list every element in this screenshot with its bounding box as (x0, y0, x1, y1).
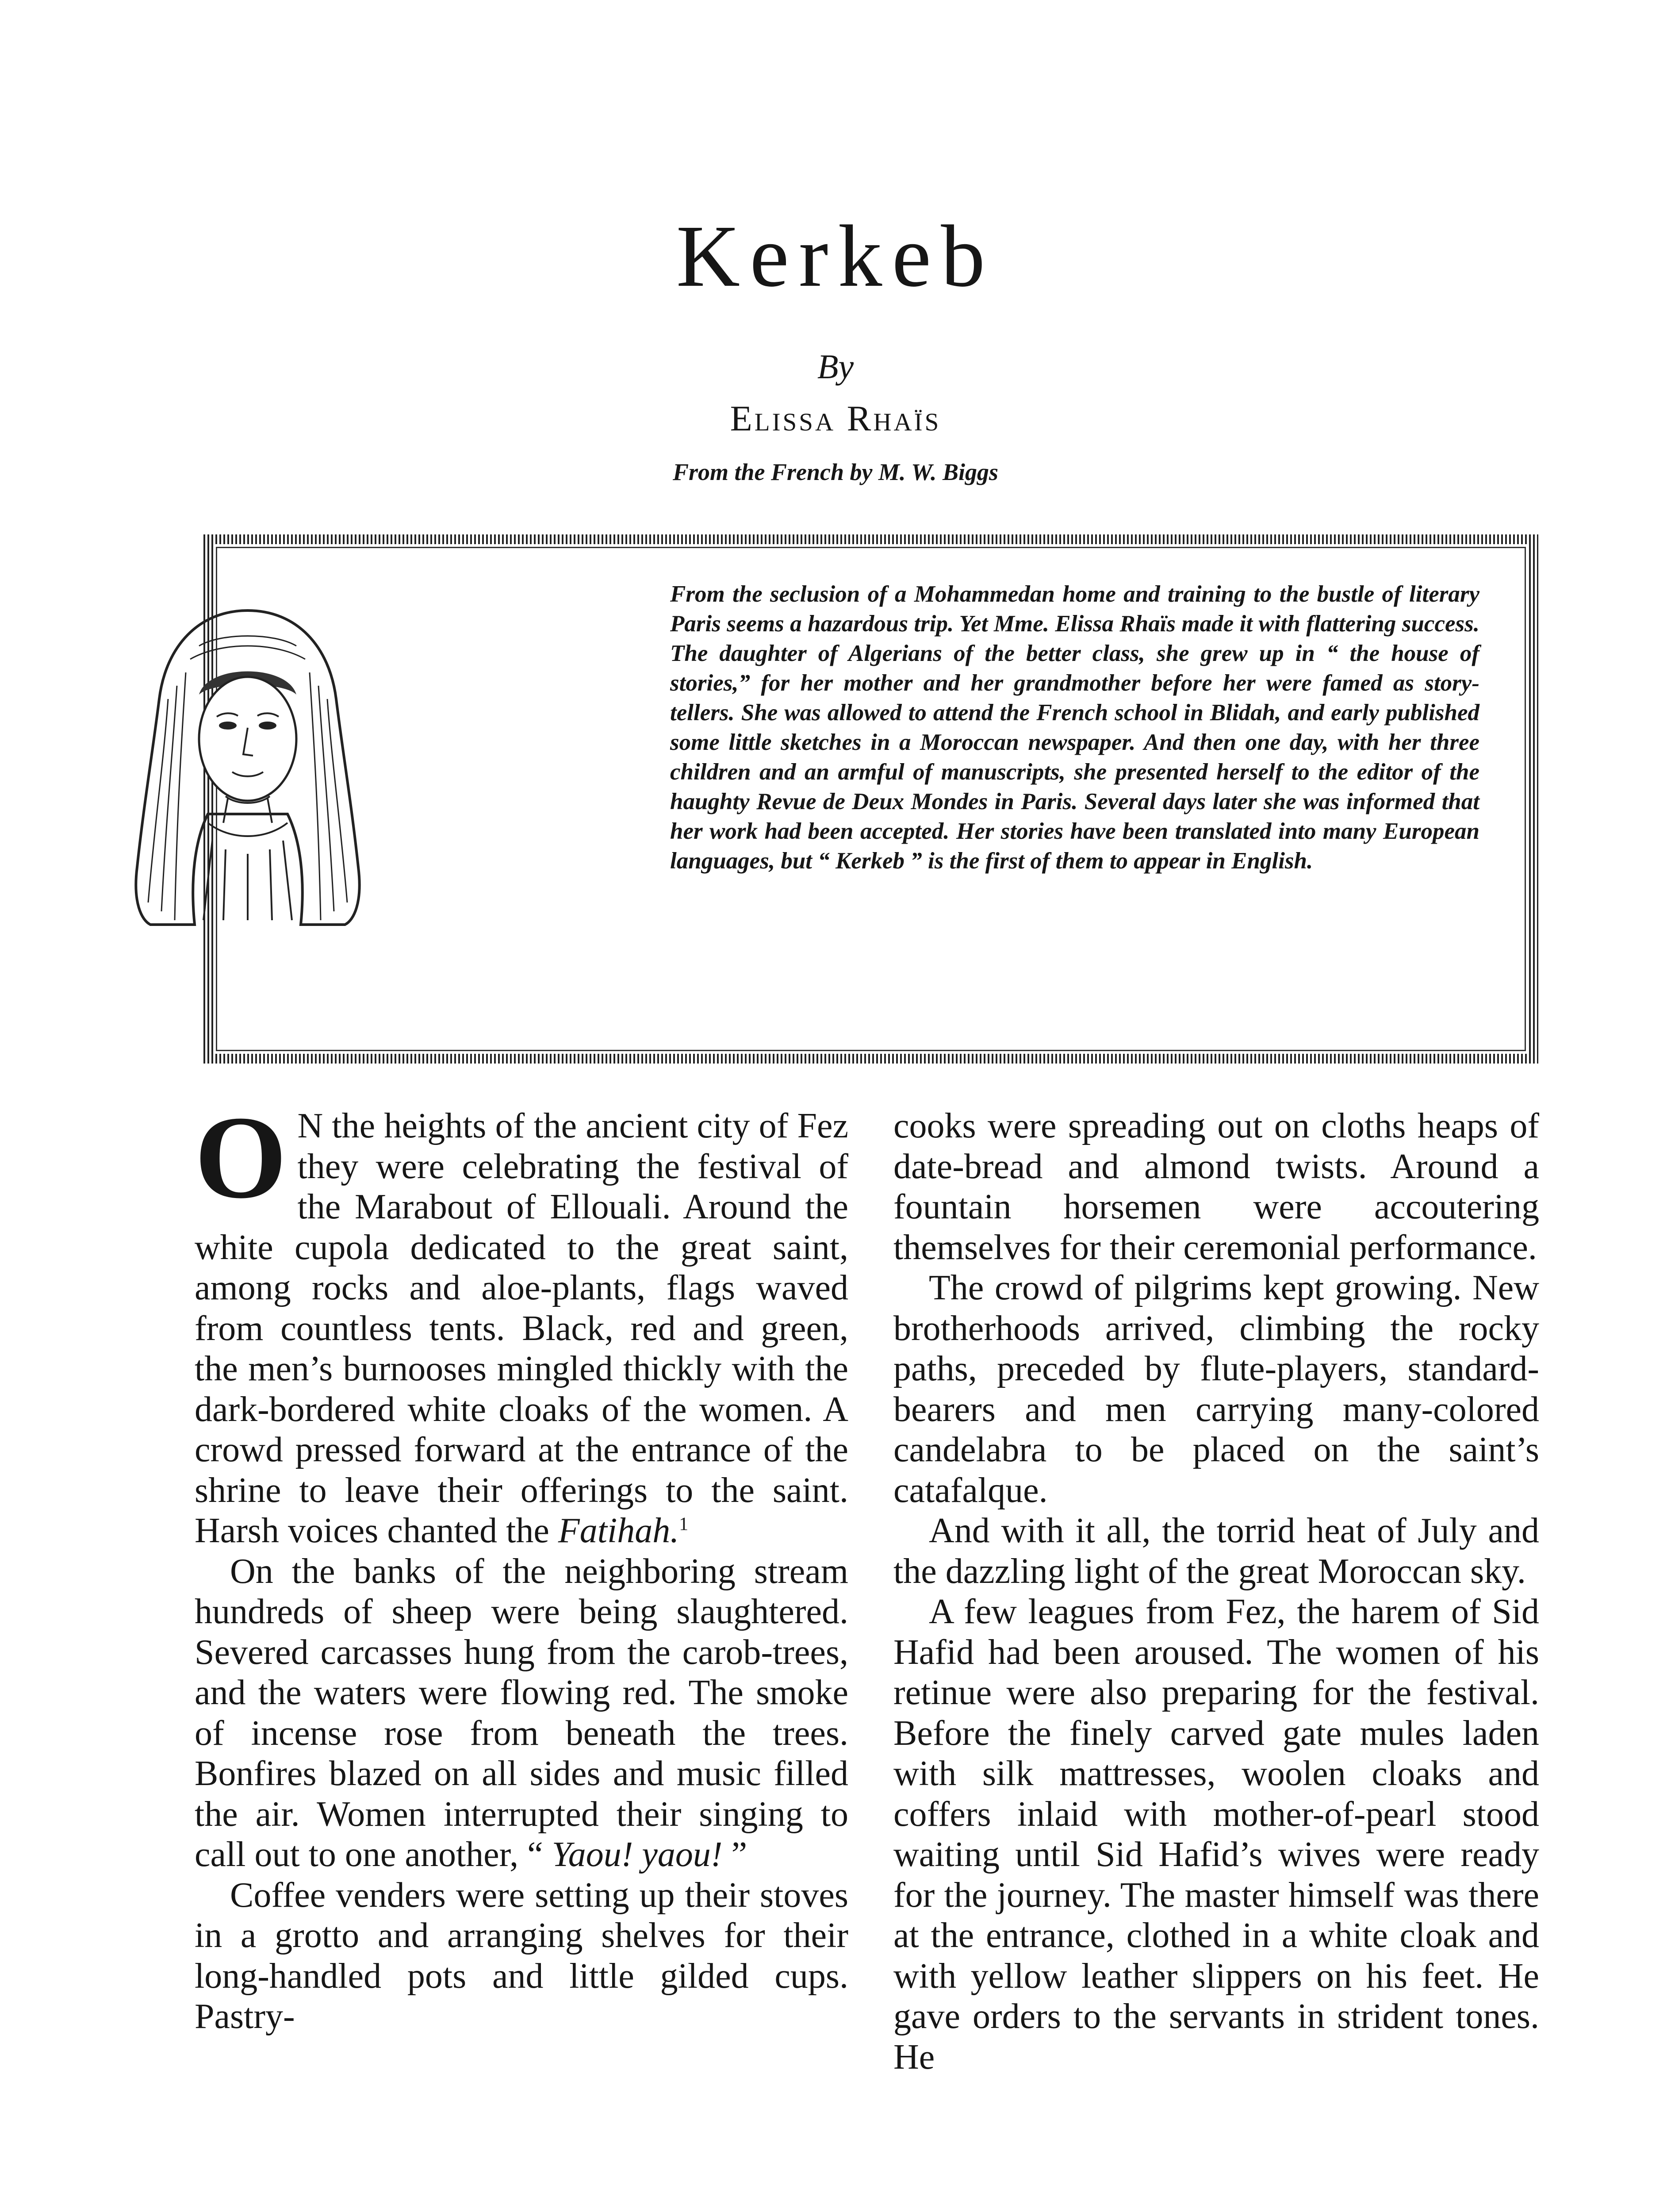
paragraph: cooks were spreading out on cloths heaps of date-bread and almond twists. Around a fountain horsemen were accoutering themselves for their ceremonial performance. (893, 1106, 1539, 1267)
paragraph: Coffee venders were setting up their stoves in a grotto and arranging shelves for their long-handled pots and little gilded cups. Pastry- (195, 1875, 848, 2036)
footnote-ref: 1 (679, 1514, 689, 1535)
paragraph (195, 1551, 848, 1875)
paragraph: And with it all, the torrid heat of July and the dazzling light of the great Moroccan sky. (893, 1511, 1539, 1591)
italic-term: Fatihah. (558, 1511, 679, 1550)
drop-cap: O (195, 1091, 287, 1223)
body-column-left (195, 1091, 848, 2037)
article-title: Kerkeb (676, 207, 995, 305)
paragraph: A few leagues from Fez, the harem of Sid Hafid had been aroused. The women of his retinue were also preparing for the festival. Before the finely carved gate mules laden with silk mattresses, woolen cloaks and coffers inlaid with mother-of-pearl stood waiting until Sid Hafid’s wives were ready for the journey. The master himself was there at the entrance, clothed in a white cloak and with yellow leather slippers on his feet. He gave orders to the servants in strident tones. He (893, 1592, 1539, 2077)
translator-credit: From the French by M. W. Biggs (672, 459, 999, 485)
paragraph (195, 1091, 848, 1551)
italic-quote: Yaou! yaou! (552, 1835, 723, 1874)
quote-close: ” (722, 1835, 747, 1874)
body-column-right (893, 1106, 1539, 2078)
paragraph-text: N the heights of the ancient city of Fez they were celebrating the festival of the Marabout of Ellouali. Around the white cupola dedicated to the great saint, among rocks and aloe-plants, flags waved from countless tents. Black, red and green, the men’s burnooses mingled thickly with the dark-bordered white cloaks of the women. A crowd pressed forward at the entrance of the shrine to leave their offerings to the saint. Harsh voices chanted the (195, 1106, 848, 1550)
author-portrait-illustration (124, 593, 372, 929)
byline: By (817, 347, 854, 386)
intro-paragraph: From the seclusion of a Mohammedan home and training to the bustle of literary Paris seems a hazardous trip. Yet Mme. Elissa Rhaïs made it with flattering success. The daughter of Algerians of the better class, she grew up in “ the house of stories,” for her mother and her grandmother before her were famed as story-tellers. She was allowed to attend the French school in Blidah, and early published some little sketches in a Moroccan newspaper. And then one day, with her three children and an armful of manuscripts, she presented herself to the editor of the haughty Revue de Deux Mondes in Paris. Several days later she was informed that her work had been accepted. Her stories have been translated into many European languages, but “ Kerkeb ” is the first of them to appear in English. (670, 581, 1479, 874)
author-name: Elissa Rhaïs (730, 398, 941, 438)
paragraph: The crowd of pilgrims kept growing. New brotherhoods arrived, climbing the rocky paths, preceded by flute-players, standard-bearers and men carrying many-colored candelabra to be placed on the saint’s catafalque. (893, 1268, 1539, 1510)
paragraph-text: On the banks of the neighboring stream hundreds of sheep were being slaughtered. Severed carcasses hung from the carob-trees, and the waters were flowing red. The smoke of incense rose from beneath the trees. Bonfires blazed on all sides and music filled the air. Women interrupted their singing to call out to one another, “ (195, 1551, 848, 1874)
